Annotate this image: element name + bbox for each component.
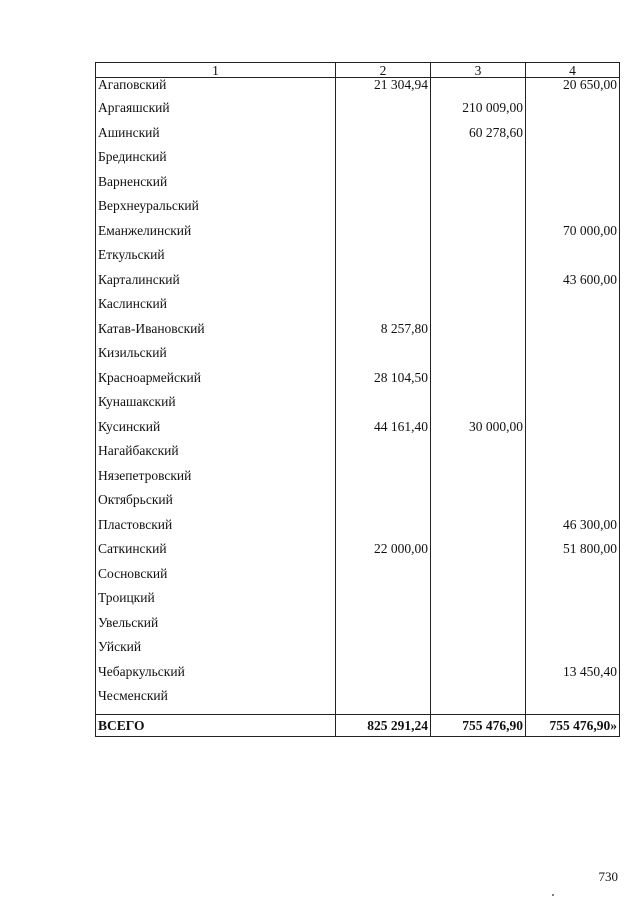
table-row xyxy=(96,273,620,298)
district-name-cell: Кунашакский xyxy=(96,395,336,420)
amount-cell-column-2 xyxy=(336,591,431,616)
amount-cell-column-3: 60 278,60 xyxy=(431,126,526,151)
amount-cell-column-2 xyxy=(336,665,431,690)
amount-cell-column-3 xyxy=(431,542,526,567)
amount-cell-column-4: 46 300,00 xyxy=(526,518,620,543)
amount-cell-column-2 xyxy=(336,101,431,126)
district-name-cell: Кизильский xyxy=(96,346,336,371)
district-name-cell: Нязепетровский xyxy=(96,469,336,494)
amount-cell-column-2 xyxy=(336,224,431,249)
amount-cell-column-4: 43 600,00 xyxy=(526,273,620,298)
amount-cell-column-2: 44 161,40 xyxy=(336,420,431,445)
total-row xyxy=(96,714,620,736)
header-row xyxy=(96,63,620,78)
amount-cell-column-4 xyxy=(526,567,620,592)
district-name-cell: Сосновский xyxy=(96,567,336,592)
table-row xyxy=(96,591,620,616)
amount-cell-column-4 xyxy=(526,616,620,641)
amount-cell-column-4 xyxy=(526,493,620,518)
amount-cell-column-3 xyxy=(431,444,526,469)
amount-cell-column-4 xyxy=(526,199,620,224)
total-column-2: 825 291,24 xyxy=(336,714,431,736)
table-row xyxy=(96,567,620,592)
district-name-cell: Нагайбакский xyxy=(96,444,336,469)
amount-cell-column-3 xyxy=(431,689,526,714)
district-name-cell: Агаповский xyxy=(96,78,336,102)
amount-cell-column-3 xyxy=(431,175,526,200)
table-row xyxy=(96,78,620,102)
amount-cell-column-4 xyxy=(526,444,620,469)
table-row xyxy=(96,395,620,420)
amount-cell-column-2: 8 257,80 xyxy=(336,322,431,347)
table-row xyxy=(96,150,620,175)
amount-cell-column-4 xyxy=(526,150,620,175)
district-name-cell: Катав-Ивановский xyxy=(96,322,336,347)
amount-cell-column-3 xyxy=(431,616,526,641)
amount-cell-column-2 xyxy=(336,175,431,200)
amount-cell-column-3 xyxy=(431,640,526,665)
district-name-cell: Еманжелинский xyxy=(96,224,336,249)
amount-cell-column-2 xyxy=(336,469,431,494)
page-number: 730 xyxy=(598,869,618,884)
table-row xyxy=(96,322,620,347)
amount-cell-column-3 xyxy=(431,567,526,592)
district-name-cell: Кусинский xyxy=(96,420,336,445)
table-row xyxy=(96,101,620,126)
table-row xyxy=(96,297,620,322)
amount-cell-column-4 xyxy=(526,689,620,714)
amount-cell-column-2 xyxy=(336,199,431,224)
amount-cell-column-4 xyxy=(526,175,620,200)
amount-cell-column-2 xyxy=(336,395,431,420)
column-header-2: 2 xyxy=(336,63,431,78)
amount-cell-column-3 xyxy=(431,199,526,224)
amount-cell-column-3 xyxy=(431,346,526,371)
district-name-cell: Октябрьский xyxy=(96,493,336,518)
table-row xyxy=(96,444,620,469)
amount-cell-column-4 xyxy=(526,101,620,126)
table-row xyxy=(96,469,620,494)
amount-cell-column-2 xyxy=(336,616,431,641)
amount-cell-column-3 xyxy=(431,78,526,102)
amount-cell-column-4 xyxy=(526,591,620,616)
amount-cell-column-2 xyxy=(336,297,431,322)
total-column-3: 755 476,90 xyxy=(431,714,526,736)
amount-cell-column-3 xyxy=(431,322,526,347)
table-row xyxy=(96,224,620,249)
table-row xyxy=(96,542,620,567)
amount-cell-column-4: 70 000,00 xyxy=(526,224,620,249)
amount-cell-column-2 xyxy=(336,248,431,273)
amount-cell-column-3 xyxy=(431,591,526,616)
district-name-cell: Чебаркульский xyxy=(96,665,336,690)
district-name-cell: Еткульский xyxy=(96,248,336,273)
amount-cell-column-4 xyxy=(526,395,620,420)
amount-cell-column-3 xyxy=(431,224,526,249)
amount-cell-column-4: 51 800,00 xyxy=(526,542,620,567)
column-header-3: 3 xyxy=(431,63,526,78)
district-name-cell: Карталинский xyxy=(96,273,336,298)
amount-cell-column-3 xyxy=(431,665,526,690)
district-name-cell: Красноармейский xyxy=(96,371,336,396)
amount-cell-column-3 xyxy=(431,371,526,396)
table-row xyxy=(96,640,620,665)
table-row xyxy=(96,420,620,445)
amount-cell-column-3 xyxy=(431,273,526,298)
amount-cell-column-3 xyxy=(431,518,526,543)
table-row xyxy=(96,493,620,518)
amount-cell-column-4 xyxy=(526,297,620,322)
amount-cell-column-3 xyxy=(431,150,526,175)
table-row xyxy=(96,248,620,273)
amount-cell-column-3: 210 009,00 xyxy=(431,101,526,126)
amount-cell-column-4 xyxy=(526,322,620,347)
amount-cell-column-2 xyxy=(336,273,431,298)
amount-cell-column-2 xyxy=(336,444,431,469)
district-name-cell: Ашинский xyxy=(96,126,336,151)
table-row xyxy=(96,665,620,690)
amount-cell-column-2 xyxy=(336,567,431,592)
amount-cell-column-2 xyxy=(336,346,431,371)
table-row xyxy=(96,199,620,224)
amount-cell-column-3 xyxy=(431,248,526,273)
table-row xyxy=(96,689,620,714)
amount-cell-column-2 xyxy=(336,518,431,543)
district-name-cell: Увельский xyxy=(96,616,336,641)
district-name-cell: Варненский xyxy=(96,175,336,200)
table-row xyxy=(96,518,620,543)
amount-cell-column-2: 21 304,94 xyxy=(336,78,431,102)
district-name-cell: Уйский xyxy=(96,640,336,665)
amount-cell-column-3 xyxy=(431,395,526,420)
amount-cell-column-4 xyxy=(526,248,620,273)
district-name-cell: Брединский xyxy=(96,150,336,175)
amount-cell-column-3 xyxy=(431,493,526,518)
table-body xyxy=(96,78,620,737)
amount-cell-column-4 xyxy=(526,371,620,396)
amount-cell-column-2 xyxy=(336,689,431,714)
district-name-cell: Троицкий xyxy=(96,591,336,616)
amount-cell-column-4 xyxy=(526,420,620,445)
table-row xyxy=(96,175,620,200)
amount-cell-column-4 xyxy=(526,469,620,494)
column-header-4: 4 xyxy=(526,63,620,78)
district-name-cell: Каслинский xyxy=(96,297,336,322)
table-row xyxy=(96,346,620,371)
amount-cell-column-2 xyxy=(336,493,431,518)
district-name-cell: Верхнеуральский xyxy=(96,199,336,224)
budget-table xyxy=(95,62,620,737)
district-name-cell: Саткинский xyxy=(96,542,336,567)
column-header-1: 1 xyxy=(96,63,336,78)
amount-cell-column-2: 22 000,00 xyxy=(336,542,431,567)
table-row xyxy=(96,126,620,151)
amount-cell-column-3 xyxy=(431,469,526,494)
scan-speck xyxy=(552,894,554,896)
total-label: ВСЕГО xyxy=(96,714,336,736)
amount-cell-column-2 xyxy=(336,640,431,665)
amount-cell-column-4 xyxy=(526,126,620,151)
table-row xyxy=(96,616,620,641)
amount-cell-column-4 xyxy=(526,346,620,371)
district-name-cell: Аргаяшский xyxy=(96,101,336,126)
amount-cell-column-2 xyxy=(336,150,431,175)
district-name-cell: Пластовский xyxy=(96,518,336,543)
amount-cell-column-4 xyxy=(526,640,620,665)
amount-cell-column-4: 13 450,40 xyxy=(526,665,620,690)
amount-cell-column-3 xyxy=(431,297,526,322)
table-row xyxy=(96,371,620,396)
amount-cell-column-3: 30 000,00 xyxy=(431,420,526,445)
district-name-cell: Чесменский xyxy=(96,689,336,714)
amount-cell-column-2: 28 104,50 xyxy=(336,371,431,396)
amount-cell-column-2 xyxy=(336,126,431,151)
total-column-4: 755 476,90» xyxy=(526,714,620,736)
amount-cell-column-4: 20 650,00 xyxy=(526,78,620,102)
